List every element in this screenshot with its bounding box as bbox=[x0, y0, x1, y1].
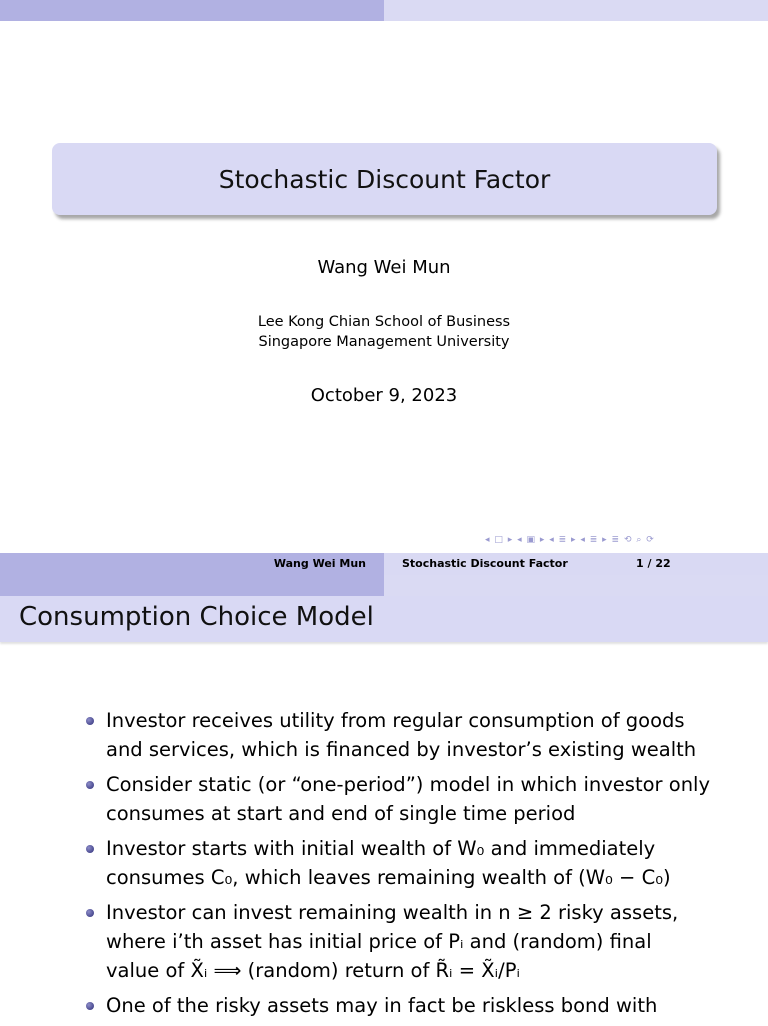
slide2-header-band-left bbox=[0, 575, 384, 596]
frame-title: Consumption Choice Model bbox=[19, 602, 374, 632]
bullet-icon bbox=[86, 1002, 94, 1010]
bullet-line: Consider static (or “one-period”) model in which investor only bbox=[106, 773, 711, 796]
footer-title: Stochastic Discount Factor bbox=[402, 557, 568, 570]
author-name: Wang Wei Mun bbox=[317, 257, 451, 278]
footer-author: Wang Wei Mun bbox=[273, 557, 366, 570]
bullet-line: Investor can invest remaining wealth in n ≥ 2 risky assets, bbox=[106, 901, 679, 924]
bullet-line: consumes C₀, which leaves remaining wealth of (W₀ − C₀) bbox=[106, 866, 671, 889]
bullet-icon bbox=[86, 781, 94, 789]
list-item bbox=[84, 898, 764, 985]
frame-title-bar bbox=[0, 596, 768, 642]
list-item bbox=[84, 706, 764, 764]
bullet-icon bbox=[86, 717, 94, 725]
header-band bbox=[0, 0, 768, 21]
bullet-icon bbox=[86, 909, 94, 917]
bullet-line: and services, which is financed by investor’s existing wealth bbox=[106, 738, 697, 761]
bullet-line: where i’th asset has initial price of Pᵢ and (random) final bbox=[106, 930, 652, 953]
presentation-date: October 9, 2023 bbox=[310, 385, 458, 406]
title-box bbox=[52, 143, 717, 215]
bullet-list bbox=[84, 706, 764, 1026]
header-band-right bbox=[384, 0, 768, 21]
institution-line-2: Singapore Management University bbox=[258, 334, 510, 350]
bullet-line: consumes at start and end of single time period bbox=[106, 802, 576, 825]
slide2-header-band bbox=[0, 575, 768, 596]
beamer-navigation-icons[interactable]: ◂ □ ▸ ◂ ▣ ▸ ◂ ≣ ▸ ◂ ≣ ▸ ≣ ⟲ ⌕ ⟳ bbox=[485, 535, 655, 545]
bullet-line: Investor starts with initial wealth of W₀ and immediately bbox=[106, 837, 656, 860]
list-item bbox=[84, 991, 764, 1020]
bullet-line: One of the risky assets may in fact be riskless bond with bbox=[106, 994, 658, 1017]
slide2-header-band-right bbox=[384, 575, 768, 596]
list-item bbox=[84, 834, 764, 892]
bullet-line: value of X̃ᵢ ⟹ (random) return of R̃ᵢ = X̃ᵢ/Pᵢ bbox=[106, 959, 520, 982]
institution-line-1: Lee Kong Chian School of Business bbox=[257, 314, 511, 330]
list-item bbox=[84, 770, 764, 828]
presentation-title: Stochastic Discount Factor bbox=[218, 164, 551, 194]
footer-page-number: 1 / 22 bbox=[636, 557, 671, 570]
bullet-icon bbox=[86, 845, 94, 853]
footer-bar bbox=[0, 553, 768, 575]
bullet-line: Investor receives utility from regular consumption of goods bbox=[106, 709, 685, 732]
header-band-left bbox=[0, 0, 384, 21]
